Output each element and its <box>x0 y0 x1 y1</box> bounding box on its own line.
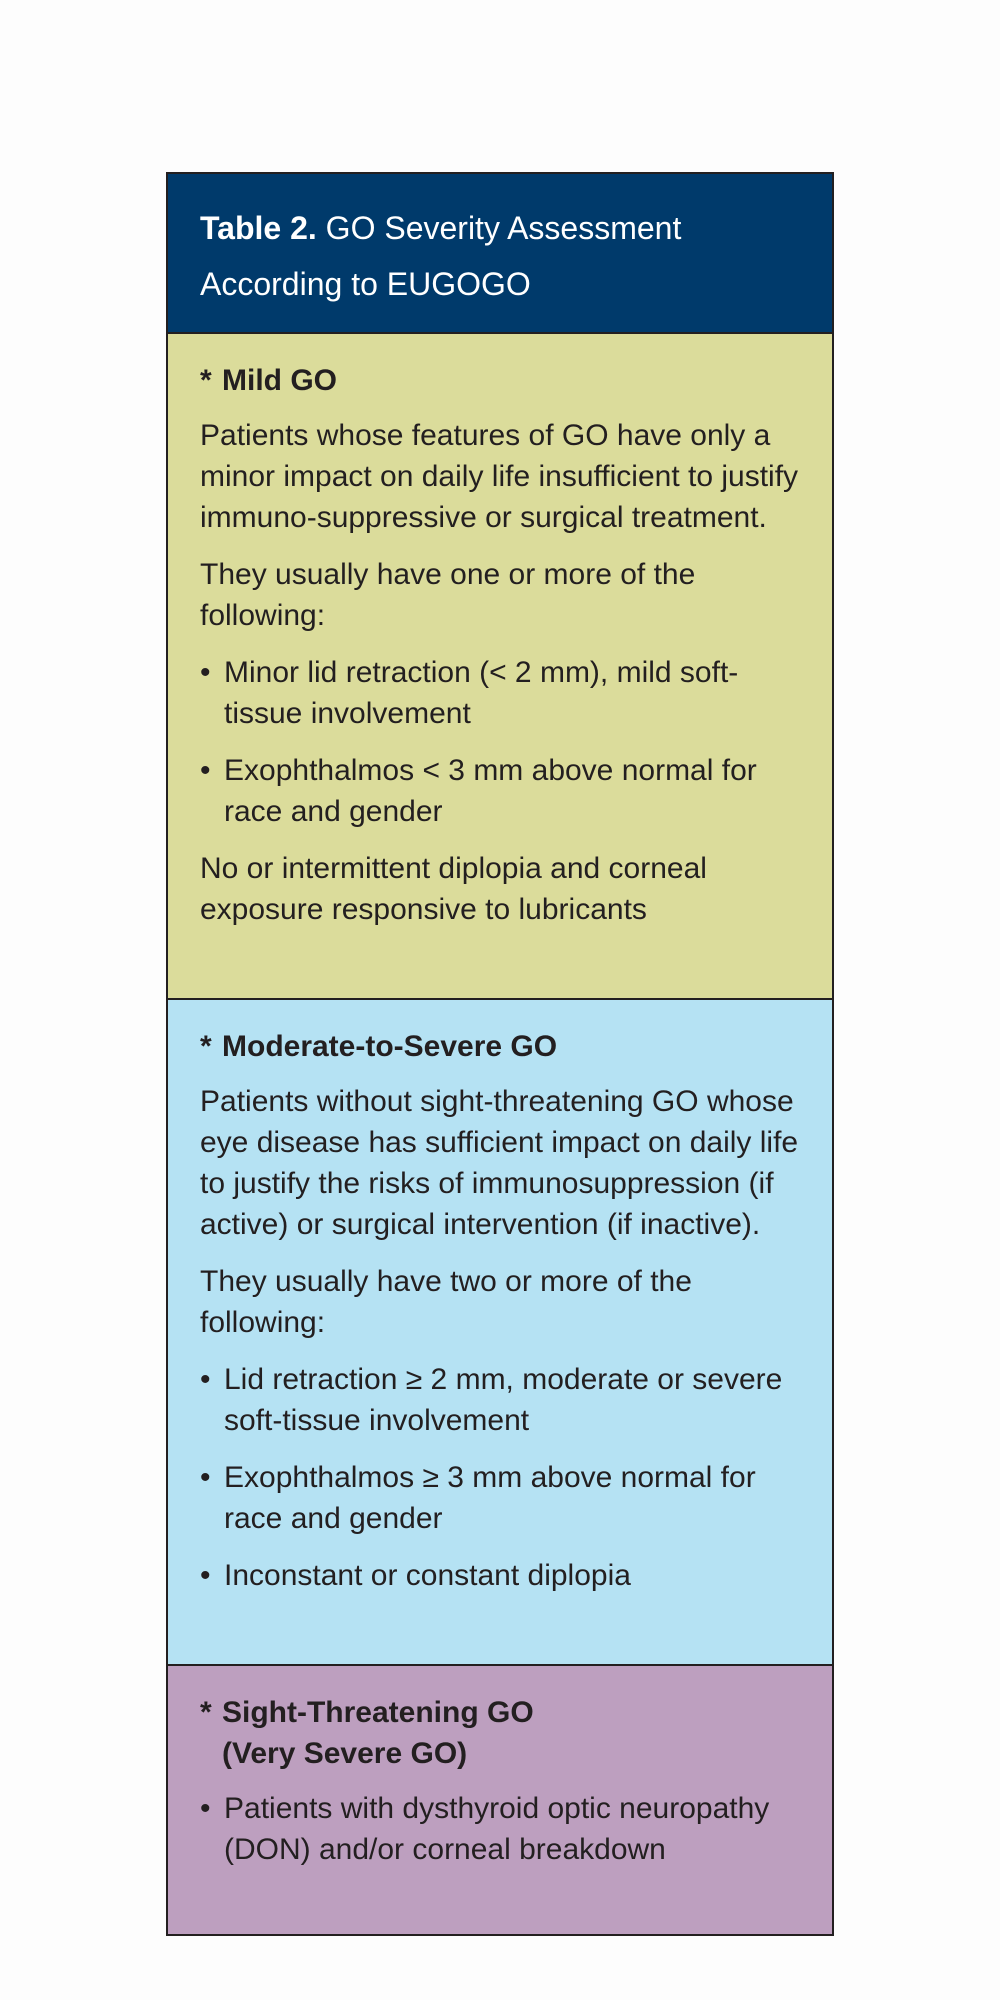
mild-go-description: Patients whose features of GO have only a minor impact on daily life insufficient to justify immuno-suppressive or surgical treatment. <box>200 419 799 534</box>
list-item-text: Lid retraction ≥ 2 mm, moderate or severe soft-tissue involvement <box>224 1363 783 1437</box>
list-item <box>200 750 800 832</box>
asterisk: * <box>200 1030 212 1063</box>
list-item-text: Exophthalmos ≥ 3 mm above normal for race and gender <box>224 1461 756 1535</box>
severe-go-section <box>168 1666 832 1934</box>
moderate-go-title-text: Moderate-to-Severe GO <box>222 1030 558 1063</box>
bullet-icon: • <box>200 1559 211 1592</box>
mild-go-section <box>168 334 832 1000</box>
bullet-icon: • <box>200 1792 211 1825</box>
moderate-go-title <box>200 1026 800 1067</box>
severe-go-title-text <box>222 1692 534 1774</box>
table-title-line-2: According to EUGOGO <box>200 266 531 302</box>
mild-go-title-text: Mild GO <box>222 364 337 397</box>
table-number: Table 2. <box>200 210 317 246</box>
list-item <box>200 1788 800 1870</box>
list-item <box>200 1359 800 1441</box>
table-title: GO Severity Assessment <box>325 210 682 246</box>
moderate-go-description: Patients without sight-threatening GO whose eye disease has sufficient impact on daily life to justify the risks of immunosuppression (if active) or surgical intervention (if inactive). <box>200 1085 799 1241</box>
mild-go-intro: They usually have one or more of the following: <box>200 558 696 632</box>
mild-go-title <box>200 360 800 401</box>
asterisk: * <box>200 364 212 397</box>
bullet-icon: • <box>200 754 211 787</box>
list-item-text: Inconstant or constant diplopia <box>224 1559 631 1592</box>
list-item <box>200 1555 800 1596</box>
table-header <box>168 174 832 334</box>
severe-go-title <box>200 1692 800 1774</box>
list-item-text: Patients with dysthyroid optic neuropathy (DON) and/or corneal breakdown <box>224 1792 770 1866</box>
moderate-go-section <box>168 1000 832 1666</box>
list-item-text: Exophthalmos < 3 mm above normal for race and gender <box>224 754 757 828</box>
bullet-icon: • <box>200 1363 211 1396</box>
severity-table <box>166 172 834 1936</box>
bullet-icon: • <box>200 656 211 689</box>
list-item-text: Minor lid retraction (< 2 mm), mild soft-tissue involvement <box>224 656 739 730</box>
moderate-go-intro: They usually have two or more of the following: <box>200 1265 692 1339</box>
bullet-icon: • <box>200 1461 211 1494</box>
asterisk: * <box>200 1696 212 1729</box>
severe-go-title-line-2: (Very Severe GO) <box>222 1737 468 1770</box>
list-item <box>200 652 800 734</box>
table-title-line-1 <box>200 200 800 256</box>
list-item <box>200 1457 800 1539</box>
severe-go-title-line-1: Sight-Threatening GO <box>222 1696 534 1729</box>
mild-go-note: No or intermittent diplopia and corneal exposure responsive to lubricants <box>200 852 707 926</box>
